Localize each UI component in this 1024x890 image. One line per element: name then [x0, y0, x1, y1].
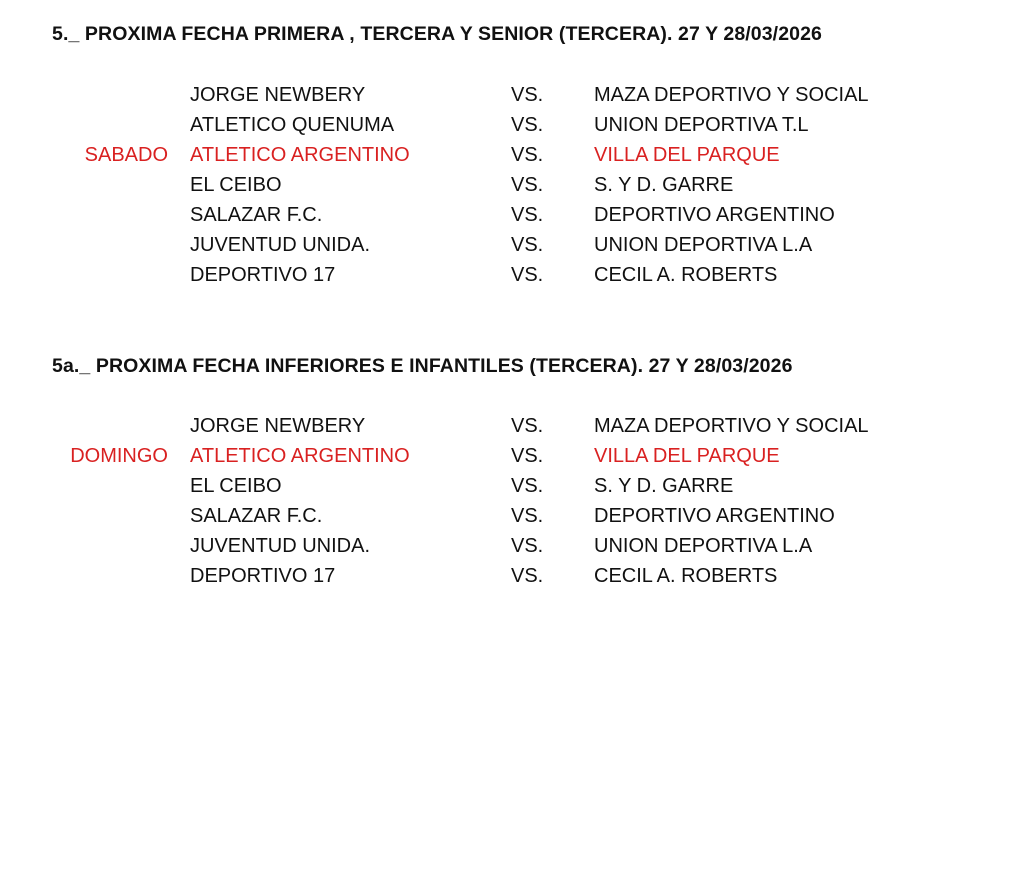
away-team: S. Y D. GARRE [594, 475, 734, 497]
fixture-row [0, 501, 1024, 531]
versus-label: VS. [511, 234, 544, 256]
fixture-row-highlighted [0, 441, 1024, 471]
home-team: ATLETICO ARGENTINO [190, 144, 410, 166]
away-team: MAZA DEPORTIVO Y SOCIAL [594, 84, 869, 106]
versus-label: VS. [511, 84, 544, 106]
home-team: DEPORTIVO 17 [190, 565, 336, 587]
versus-label: VS. [511, 415, 544, 437]
section-title-inferiores: 5a._ PROXIMA FECHA INFERIORES E INFANTILES (TERCERA). 27 Y 28/03/2026 [52, 355, 793, 377]
home-team: SALAZAR F.C. [190, 505, 323, 527]
fixture-row [0, 411, 1024, 441]
away-team: UNION DEPORTIVA L.A [594, 535, 813, 557]
home-team: ATLETICO QUENUMA [190, 114, 395, 136]
home-team: EL CEIBO [190, 174, 282, 196]
away-team: VILLA DEL PARQUE [594, 144, 780, 166]
away-team: CECIL A. ROBERTS [594, 264, 778, 286]
home-team: ATLETICO ARGENTINO [190, 445, 410, 467]
versus-label: VS. [511, 565, 544, 587]
section-title-primera: 5._ PROXIMA FECHA PRIMERA , TERCERA Y SENIOR (TERCERA). 27 Y 28/03/2026 [52, 23, 822, 45]
match-day: DOMINGO [70, 445, 168, 467]
home-team: DEPORTIVO 17 [190, 264, 336, 286]
versus-label: VS. [511, 505, 544, 527]
fixture-row [0, 471, 1024, 501]
home-team: JORGE NEWBERY [190, 415, 366, 437]
fixture-row [0, 80, 1024, 110]
versus-label: VS. [511, 114, 544, 136]
home-team: EL CEIBO [190, 475, 282, 497]
fixture-row [0, 561, 1024, 591]
versus-label: VS. [511, 535, 544, 557]
away-team: CECIL A. ROBERTS [594, 565, 778, 587]
away-team: UNION DEPORTIVA T.L [594, 114, 809, 136]
fixture-row [0, 110, 1024, 140]
versus-label: VS. [511, 264, 544, 286]
versus-label: VS. [511, 475, 544, 497]
match-day: SABADO [84, 144, 168, 166]
versus-label: VS. [511, 174, 544, 196]
away-team: MAZA DEPORTIVO Y SOCIAL [594, 415, 869, 437]
fixture-row [0, 170, 1024, 200]
fixture-row [0, 531, 1024, 561]
away-team: DEPORTIVO ARGENTINO [594, 204, 835, 226]
versus-label: VS. [511, 204, 544, 226]
fixture-row [0, 230, 1024, 260]
fixture-row [0, 260, 1024, 290]
versus-label: VS. [511, 144, 544, 166]
home-team: SALAZAR F.C. [190, 204, 323, 226]
away-team: VILLA DEL PARQUE [594, 445, 780, 467]
away-team: DEPORTIVO ARGENTINO [594, 505, 835, 527]
home-team: JORGE NEWBERY [190, 84, 366, 106]
away-team: UNION DEPORTIVA L.A [594, 234, 813, 256]
home-team: JUVENTUD UNIDA. [190, 234, 371, 256]
versus-label: VS. [511, 445, 544, 467]
fixture-row-highlighted [0, 140, 1024, 170]
home-team: JUVENTUD UNIDA. [190, 535, 371, 557]
away-team: S. Y D. GARRE [594, 174, 734, 196]
fixture-row [0, 200, 1024, 230]
